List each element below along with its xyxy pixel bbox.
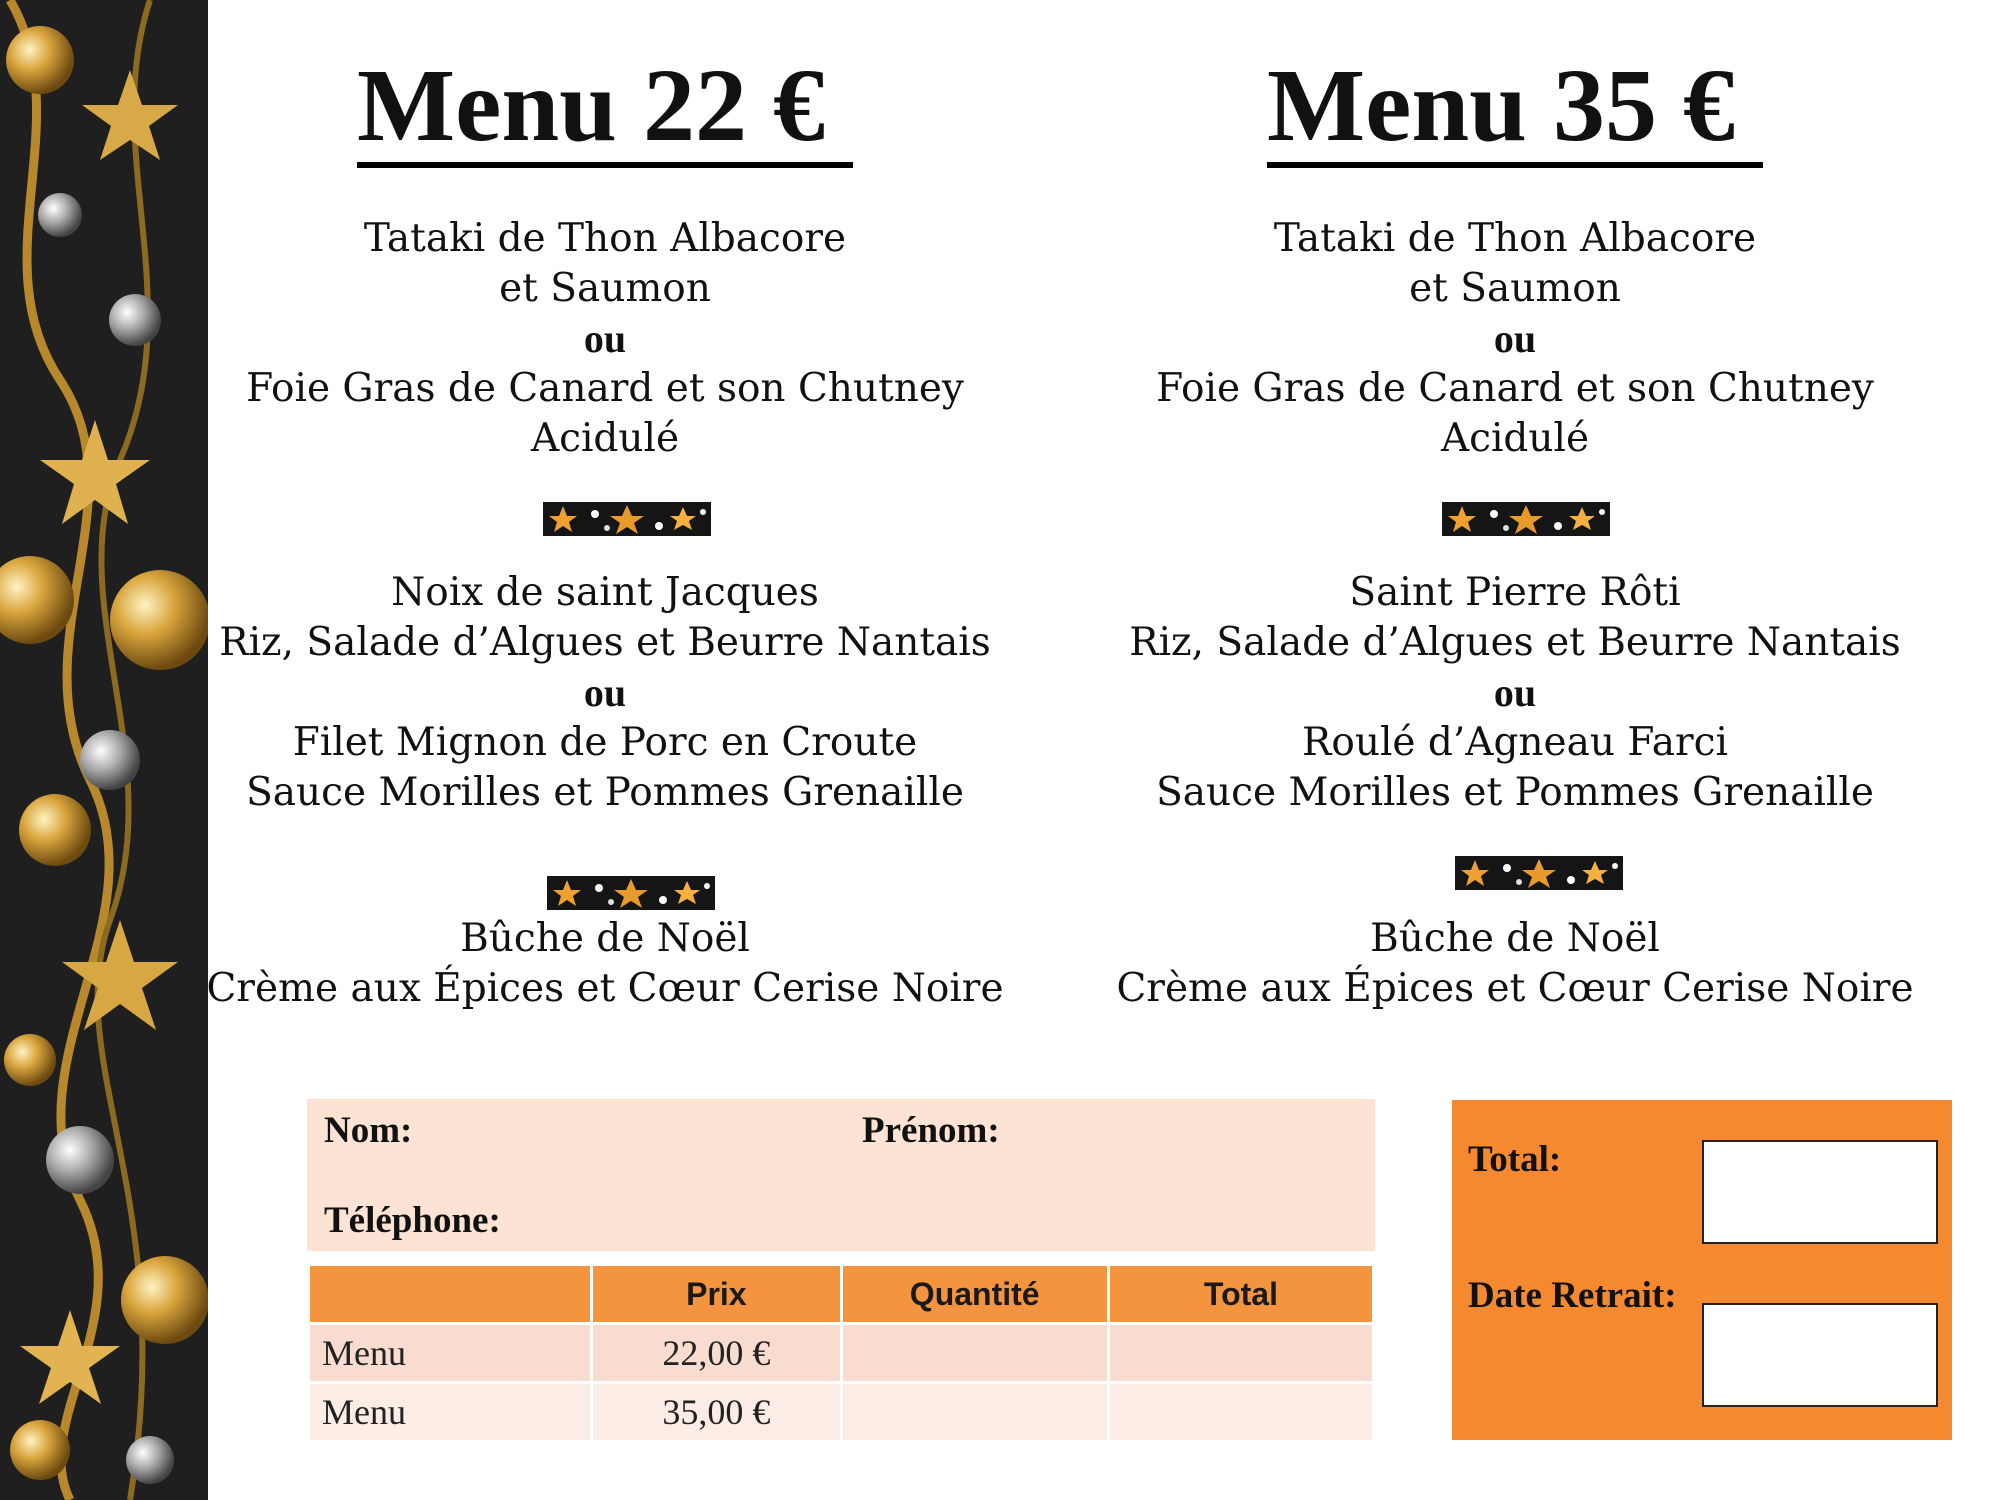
dish-line: Bûche de Noël <box>460 916 750 961</box>
table-row <box>309 1324 1374 1383</box>
customer-info-box <box>307 1099 1375 1251</box>
item-cell: Menu <box>309 1383 592 1442</box>
dish-line: Foie Gras de Canard et son Chutney <box>1156 366 1874 411</box>
dish-line: Foie Gras de Canard et son Chutney <box>246 366 964 411</box>
or-label: ou <box>1493 670 1537 715</box>
main-section <box>1065 568 1965 818</box>
total-panel <box>1452 1100 1952 1440</box>
starter-section <box>155 214 1055 464</box>
dish-line: Roulé d’Agneau Farci <box>1302 720 1728 765</box>
dish-line: Sauce Morilles et Pommes Grenaille <box>246 770 964 815</box>
or-label: ou <box>1493 316 1537 361</box>
price-table <box>307 1263 1375 1443</box>
or-label: ou <box>583 316 627 361</box>
dish-line: Tataki de Thon Albacore <box>363 216 847 261</box>
dish-line: Saint Pierre Rôti <box>1349 570 1681 615</box>
header-cell: Quantité <box>841 1265 1108 1324</box>
price-cell: 22,00 € <box>592 1324 841 1383</box>
price-cell: 35,00 € <box>592 1383 841 1442</box>
dish-line: et Saumon <box>499 266 711 311</box>
dish-line: Bûche de Noël <box>1370 916 1660 961</box>
dessert-section <box>1065 914 1965 1014</box>
date-retrait-label: Date Retrait: <box>1468 1275 1677 1316</box>
header-cell: Total <box>1108 1265 1373 1324</box>
dish-line: Crème aux Épices et Cœur Cerise Noire <box>1116 966 1914 1011</box>
dessert-section <box>155 914 1055 1014</box>
quantity-cell[interactable] <box>841 1383 1108 1442</box>
dish-line: Riz, Salade d’Algues et Beurre Nantais <box>219 620 991 665</box>
menu-22-column <box>155 50 1055 1014</box>
header-cell <box>309 1265 592 1324</box>
item-cell: Menu <box>309 1324 592 1383</box>
dish-line: et Saumon <box>1409 266 1621 311</box>
ornament-divider <box>543 502 711 536</box>
total-field[interactable] <box>1702 1140 1938 1244</box>
ornament-divider <box>547 876 715 910</box>
header-cell: Prix <box>592 1265 841 1324</box>
dish-line: Noix de saint Jacques <box>391 570 819 615</box>
ornament-divider <box>1455 856 1623 890</box>
dish-line: Tataki de Thon Albacore <box>1273 216 1757 261</box>
quantity-cell[interactable] <box>841 1324 1108 1383</box>
telephone-label: Téléphone: <box>324 1200 501 1241</box>
nom-label: Nom: <box>324 1110 413 1151</box>
dish-line: Riz, Salade d’Algues et Beurre Nantais <box>1129 620 1901 665</box>
table-row <box>309 1383 1374 1442</box>
prenom-label: Prénom: <box>862 1110 1000 1151</box>
starter-section <box>1065 214 1965 464</box>
menu-35-column <box>1065 50 1965 1014</box>
dish-line: Crème aux Épices et Cœur Cerise Noire <box>206 966 1004 1011</box>
dish-line: Acidulé <box>530 416 680 461</box>
menu-22-title: Menu 22 € <box>357 50 853 168</box>
date-retrait-field[interactable] <box>1702 1303 1938 1407</box>
table-header-row <box>309 1265 1374 1324</box>
menu-35-title: Menu 35 € <box>1267 50 1763 168</box>
main-section <box>155 568 1055 818</box>
dish-line: Acidulé <box>1440 416 1590 461</box>
dish-line: Sauce Morilles et Pommes Grenaille <box>1156 770 1874 815</box>
total-label: Total: <box>1468 1139 1562 1180</box>
or-label: ou <box>583 670 627 715</box>
dish-line: Filet Mignon de Porc en Croute <box>292 720 918 765</box>
total-cell[interactable] <box>1108 1324 1373 1383</box>
total-cell[interactable] <box>1108 1383 1373 1442</box>
ornament-divider <box>1442 502 1610 536</box>
